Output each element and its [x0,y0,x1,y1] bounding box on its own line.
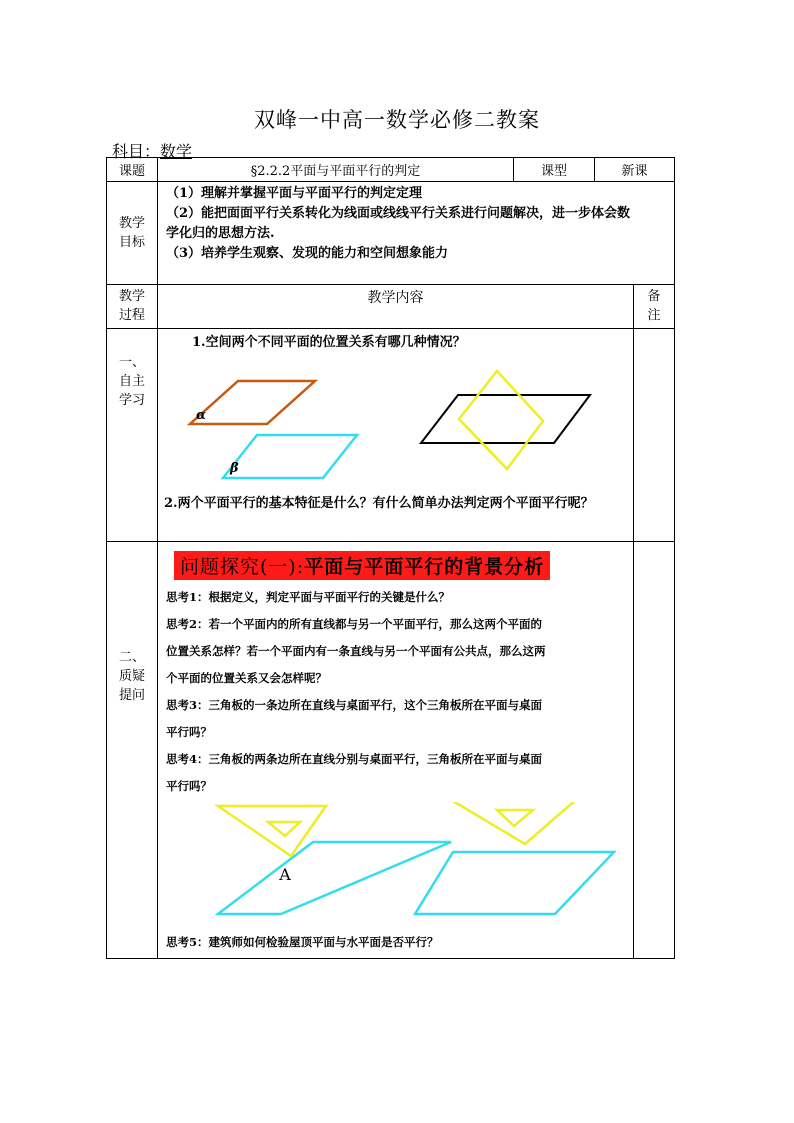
section2-note [634,542,675,959]
process-label: 教学 过程 [107,285,158,329]
section2-row [107,542,675,959]
goal-item: （3）培养学生观察、发现的能力和空间想象能力 [166,246,449,261]
triangle-ruler-left [218,806,326,856]
subject-value: 数学 [160,142,193,161]
thought-line: 思考1：根据定义，判定平面与平面平行的关键是什么？ [166,590,450,604]
topic-title: §2.2.2平面与平面平行的判定 [158,158,514,182]
thought-line: 个平面的位置关系又会怎样呢？ [166,671,327,685]
alpha-label: α [196,408,207,423]
header-row [107,158,675,182]
document-title: 双峰一中高一数学必修二教案 [254,108,540,132]
topic-label: 课题 [107,158,158,182]
goals-label: 教学 目标 [107,182,158,285]
beta-label: β [230,461,239,476]
table-plane-right [415,852,614,914]
columns-row [107,285,675,329]
note-header: 备 注 [634,285,675,329]
table-plane-left [218,842,451,914]
thought-line: 平行吗？ [166,725,212,739]
section1-note [634,329,675,542]
triangle-figure [158,802,633,932]
thought-line: 位置关系怎样？若一个平面内有一条直线与另一个平面有公共点，那么这两 [166,644,546,658]
goal-item: （2）能把面面平行关系转化为线面或线线平行关系进行问题解决，进一步体会数 [166,206,631,221]
question-2: 2.两个平面平行的基本特征是什么？有什么简单办法判定两个平面平行呢？ [164,496,594,511]
goals-content [158,182,675,285]
thought-line: 平行吗？ [166,779,212,793]
goal-item: （1）理解并掌握平面与平面平行的判定定理 [166,186,423,201]
thought-list [158,584,633,800]
section1-label: 一、 自主 学习 [107,329,158,542]
content-header: 教学内容 [158,285,634,329]
type-value: 新课 [595,158,675,182]
goals-row [107,182,675,285]
question-5: 思考5：建筑师如何检验屋顶平面与水平面是否平行？ [166,935,439,949]
inquiry-banner: 问题探究(一):平面与平面平行的背景分析 [174,551,550,580]
thought-line: 思考3：三角板的一条边所在直线与桌面平行，这个三角板所在平面与桌面 [166,698,542,712]
lesson-plan-table [106,157,675,959]
section1-content [158,329,634,542]
point-a-label: A [279,865,291,884]
horizontal-plane-outline [421,395,590,443]
thought-line: 思考2：若一个平面内的所有直线都与另一个平面平行，那么这两个平面的 [166,617,542,631]
question-1: 1.空间两个不同平面的位置关系有哪几种情况？ [192,335,466,350]
goal-item: 学化归的思想方法. [166,226,275,241]
tilted-plane-outline [459,371,543,469]
section2-content [158,542,634,959]
subject-label: 科目： [112,142,161,161]
triangle-ruler-right [448,802,578,844]
type-label: 课型 [514,158,595,182]
thought-line: 思考4：三角板的两条边所在直线分别与桌面平行，三角板所在平面与桌面 [166,752,542,766]
section1-row [107,329,675,542]
plane-alpha-outline [190,381,315,424]
plane-beta-outline [223,435,357,478]
section2-label: 二、 质疑 提问 [107,542,158,959]
